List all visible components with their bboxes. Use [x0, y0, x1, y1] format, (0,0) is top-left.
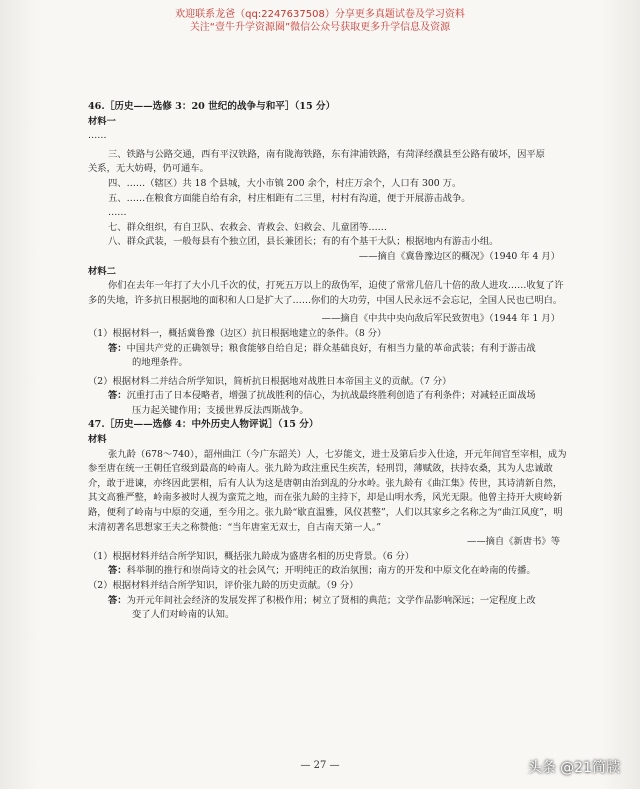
q46-ans1-line1: 中国共产党的正确领导；粮食能够自给自足；群众基础良好，有相当力量的革命武装；有利于游击战: [126, 342, 536, 354]
q47-ans2-label: 答：: [108, 594, 127, 606]
q47-ans2-line1: 为开元年间社会经济的发展发挥了积极作用；树立了贤相的典范；文学作品影响深远；一定程度上改: [126, 594, 536, 606]
q47-material-label: 材料: [88, 434, 107, 446]
q46-material2-label: 材料二: [88, 265, 116, 277]
exam-content: [88, 100, 570, 623]
q46-m2-source: ——摘自《中共中央向敌后军民致贺电》（1944 年 1 月）: [321, 313, 560, 325]
q46-m1-line: 三、铁路与公路交通，西有平汉铁路，南有陇海铁路，东有津浦铁路，有菏泽经濮县至公路有破坏，因平原: [108, 148, 545, 160]
q47-title: 47.［历史——选修 4：中外历史人物评说］（15 分）: [88, 419, 319, 431]
header-watermark-line2: 关注“壹牛升学资源圈”微信公众号获取更多升学信息及资源: [189, 22, 451, 33]
q46-ellipsis: ……: [88, 130, 107, 142]
q46-ans2-line2: 压力起关键作用；支援世界反法西斯战争。: [132, 404, 309, 416]
page-number: — 27 —: [300, 760, 340, 771]
q47-sub1: （1）根据材料并结合所学知识，概括张九龄成为盛唐名相的历史背景。（6 分）: [88, 550, 415, 562]
q46-ans1-line2: 的地理条件。: [132, 357, 188, 369]
q46-material1-label: 材料一: [88, 115, 116, 127]
q46-m1-source: ——摘自《冀鲁豫边区的概况》（1940 年 4 月）: [358, 250, 560, 262]
q46-m1-line: 七、群众组织，有自卫队、农救会、青救会、妇救会、儿童团等……: [108, 221, 387, 233]
q46-ans2-label: 答：: [108, 390, 127, 402]
q47-sub2: （2）根据材料并结合所学知识，评价张九龄的历史贡献。（9 分）: [88, 580, 359, 591]
brand-watermark: 头条 @21简牍: [527, 760, 620, 776]
q47-m-source: ——摘自《新唐书》等: [467, 536, 560, 548]
q46-sub2: （2）根据材料二并结合所学知识，简析抗日根据地对战胜日本帝国主义的贡献。（7 分）: [88, 375, 452, 387]
q46-ans1-label: 答：: [108, 342, 127, 354]
q46-sub1: （1）根据材料一，概括冀鲁豫（边区）抗日根据地建立的条件。（8 分）: [88, 327, 387, 339]
q47-ans1-label: 答：: [108, 565, 127, 577]
header-watermark: [0, 8, 640, 34]
q46-ans2-line1: 沉重打击了日本侵略者，增强了抗战胜利的信心，为抗战最终胜利创造了有利条件；对减轻正面战场: [126, 390, 536, 402]
q46-m1-line: 关系，无大妨碍，仍可通车。: [88, 163, 209, 175]
q46-m2-text: 你们在去年一年打了大小几千次的仗，打死五万以上的敌伪军，迫使了常常几倍几十倍的敌人进攻……收复了许多的失地，许多抗日根据地的面积和人口是扩大了……你们的大功劳，中国人民永远不会忘记，全国人民也已明白。: [88, 280, 564, 306]
q46-m1-line: 四、……（辖区）共 18 个县城，大小市镇 200 余个，村庄万余个，人口有 300 万。: [108, 177, 462, 189]
q46-m1-line: 五、……在粮食方面能自给有余，村庄相距有二三里，村村有沟道，便于开展游击战争。: [108, 192, 471, 204]
q46-m1-line: ……: [108, 207, 127, 219]
q47-ans2-line2: 变了人们对岭南的认知。: [132, 609, 235, 621]
q46-title: 46.［历史——选修 3：20 世纪的战争与和平］（15 分）: [88, 101, 336, 112]
q47-m-text: 张九龄（678～740），韶州曲江（今广东韶关）人，七岁能文，进士及第后步入仕途，开元年间官至宰相，成为参至唐在统一王朝任官级到最高的岭南人。张九龄为政注重民生疾苦，轻刑罚，薄赋敛，扶持农桑，其为人忠诚敢介，敢于进谏，亦终因此罢相，后有人认为这是唐朝由治到乱的分水岭。张九龄有《曲江集》传世，其诗清新自然，其文高雅严整，岭南多被时人视为蛮荒之地，而在张九龄的主持下，却是山明水秀，风光无限。他曾主持开大庾岭新路，便利了岭南与中原的交通，至今用之。张九龄“歇直温雅，风仪甚整”，人们以其家乡之名称之为“曲江风度”，明末清初著名思想家王夫之称赞他：“当年唐室无双士，自古南天第一人。”: [88, 448, 567, 533]
q46-m1-line: 八、群众武装，一般每县有个独立团，县长兼团长；有的有个基干大队；根据地内有游击小组。: [108, 236, 499, 248]
header-watermark-line1: 欢迎联系龙爸（qq:2247637508）分享更多真题试卷及学习资料: [175, 9, 465, 20]
q47-ans1-line1: 科举制的推行和崇尚诗文的社会风气；开明纯正的政治氛围；南方的开发和中原文化在岭南的传播。: [126, 565, 536, 577]
